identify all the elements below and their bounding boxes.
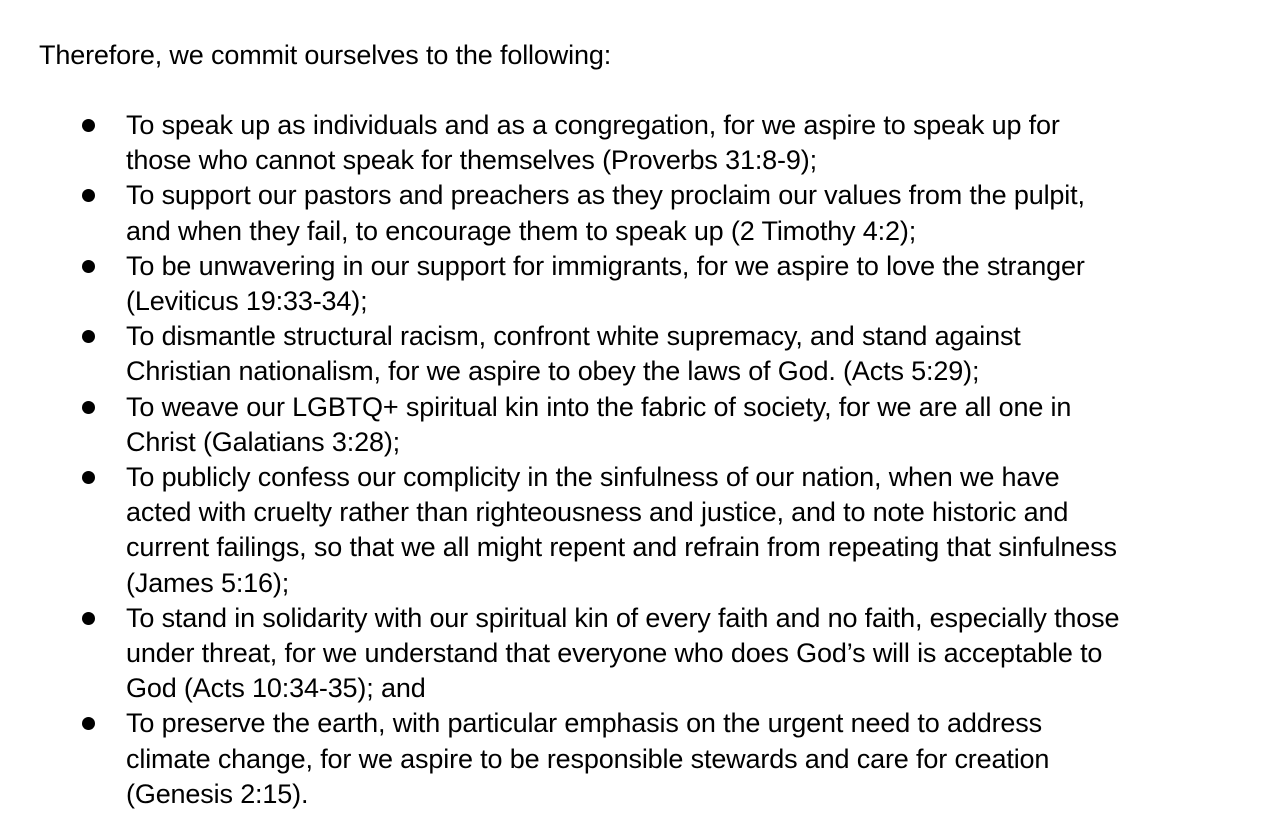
commitment-text-line: To preserve the earth, with particular emphasis on the urgent need to address bbox=[126, 708, 1042, 739]
intro-paragraph: Therefore, we commit ourselves to the following: bbox=[39, 40, 612, 70]
bullet-icon bbox=[82, 330, 95, 343]
bullet-icon bbox=[82, 612, 95, 625]
commitment-text-line: To be unwavering in our support for immigrants, for we aspire to love the stranger bbox=[126, 250, 1085, 281]
commitment-item bbox=[39, 319, 1275, 389]
commitment-text-line: To stand in solidarity with our spiritual kin of every faith and no faith, especially those bbox=[126, 602, 1120, 633]
commitment-text-line: God (Acts 10:34-35); and bbox=[126, 673, 426, 704]
bullet-icon bbox=[82, 471, 95, 484]
commitment-text-line: To dismantle structural racism, confront white supremacy, and stand against bbox=[126, 321, 1021, 352]
commitment-text-line: and when they fail, to encourage them to speak up (2 Timothy 4:2); bbox=[126, 215, 917, 246]
bullet-icon bbox=[82, 717, 95, 730]
bullet-icon bbox=[82, 260, 95, 273]
commitment-text-line: under threat, for we understand that everyone who does God’s will is acceptable to bbox=[126, 638, 1103, 669]
commitment-text-line: current failings, so that we all might repent and refrain from repeating that sinfulness bbox=[126, 532, 1117, 563]
commitment-item bbox=[39, 460, 1275, 601]
commitment-text-line: (Leviticus 19:33-34); bbox=[126, 286, 368, 317]
bullet-icon bbox=[82, 189, 95, 202]
commitment-text-line: climate change, for we aspire to be responsible stewards and care for creation bbox=[126, 743, 1050, 774]
bullet-icon bbox=[82, 401, 95, 414]
commitment-text-line: To publicly confess our complicity in the sinfulness of our nation, when we have bbox=[126, 462, 1060, 493]
commitment-text-line: To weave our LGBTQ+ spiritual kin into the fabric of society, for we are all one in bbox=[126, 391, 1072, 422]
commitment-item bbox=[39, 108, 1275, 178]
commitment-item bbox=[39, 706, 1275, 812]
commitment-text-line: To speak up as individuals and as a congregation, for we aspire to speak up for bbox=[126, 110, 1060, 140]
document-body bbox=[39, 38, 1275, 812]
commitment-text-line: acted with cruelty rather than righteousness and justice, and to note historic and bbox=[126, 497, 1069, 528]
commitment-text-line: Christian nationalism, for we aspire to obey the laws of God. (Acts 5:29); bbox=[126, 356, 980, 387]
commitment-item bbox=[39, 390, 1275, 460]
commitment-list bbox=[39, 108, 1275, 812]
commitment-item bbox=[39, 178, 1275, 248]
commitment-item bbox=[39, 249, 1275, 319]
commitment-text-line: those who cannot speak for themselves (Proverbs 31:8-9); bbox=[126, 145, 817, 176]
commitment-text-line: (Genesis 2:15). bbox=[126, 778, 309, 809]
commitment-text-line: Christ (Galatians 3:28); bbox=[126, 426, 401, 457]
bullet-icon bbox=[82, 119, 95, 132]
commitment-item bbox=[39, 601, 1275, 707]
commitment-text-line: To support our pastors and preachers as they proclaim our values from the pulpit, bbox=[126, 180, 1085, 211]
commitment-text-line: (James 5:16); bbox=[126, 567, 290, 598]
